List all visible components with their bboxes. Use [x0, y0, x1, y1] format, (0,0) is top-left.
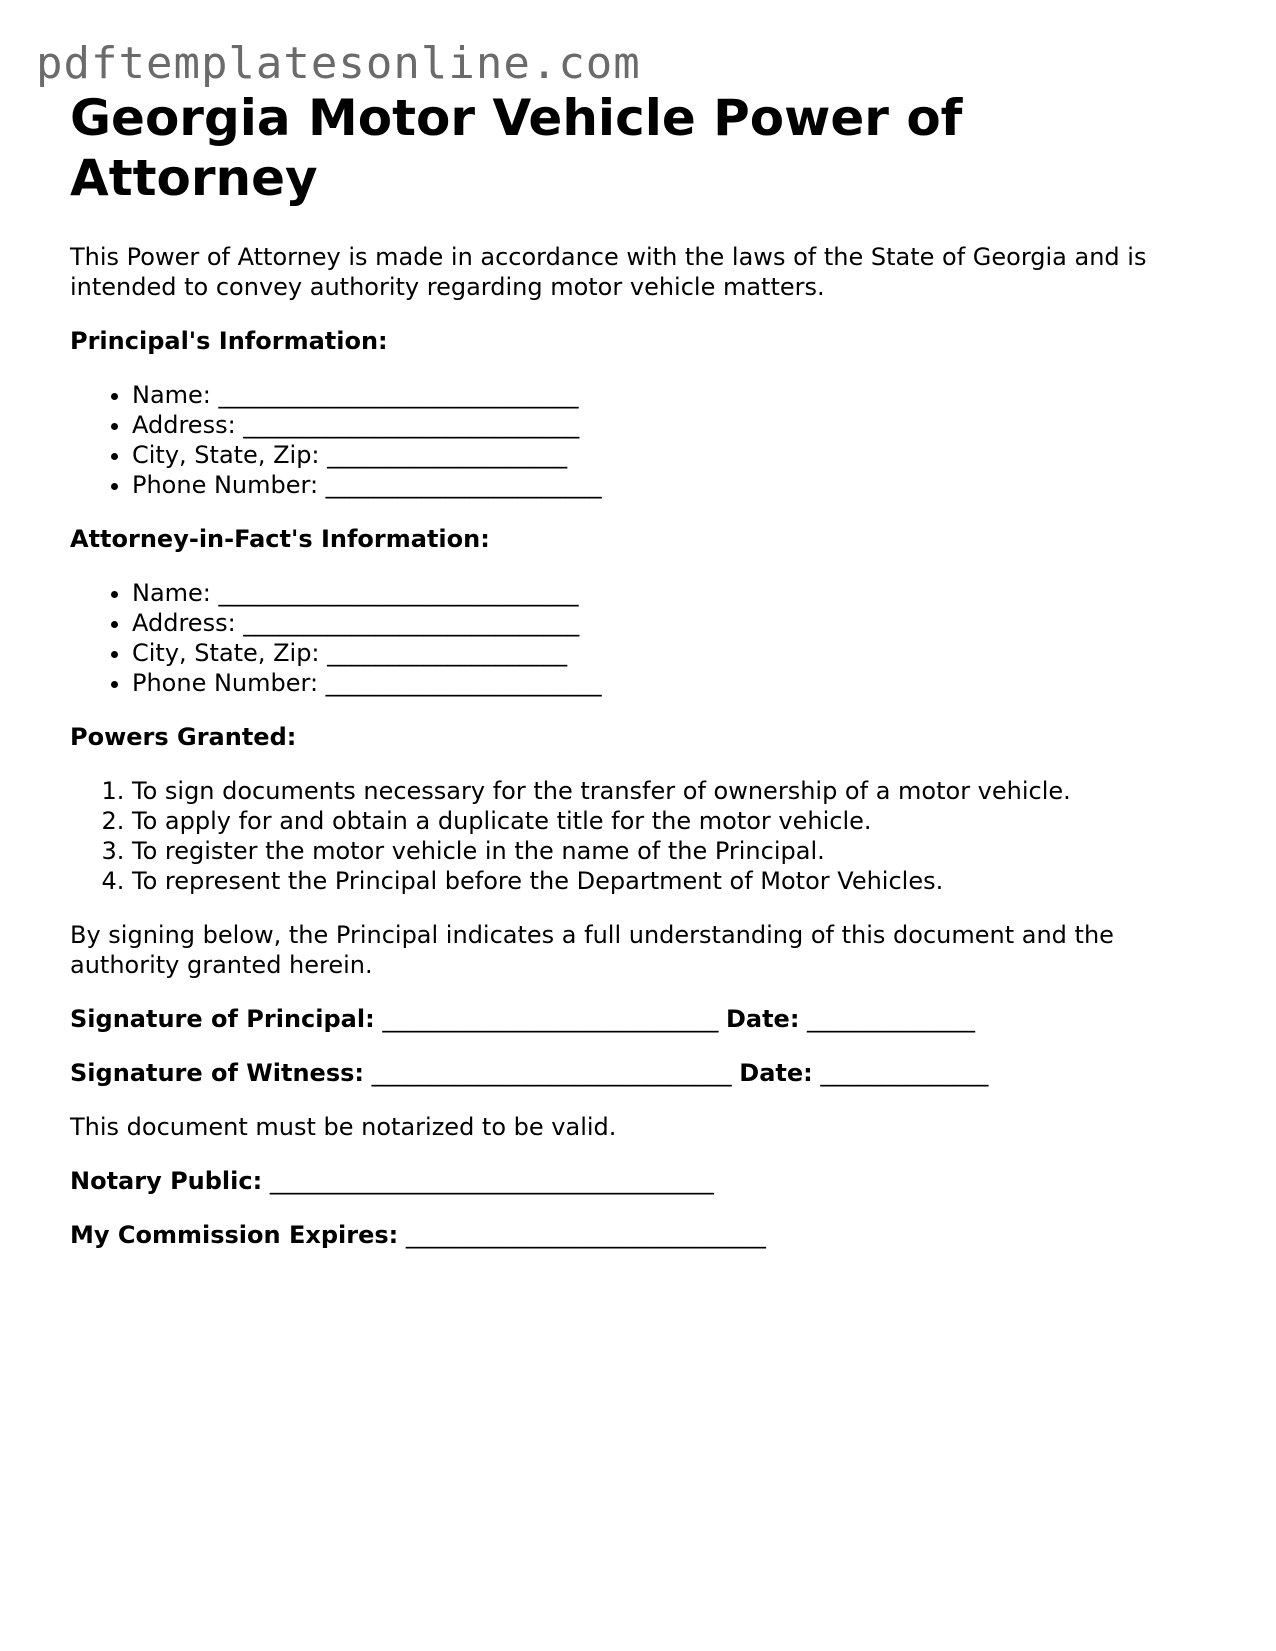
witness-date-label: Date:	[739, 1059, 813, 1087]
witness-signature-row	[70, 1058, 1220, 1088]
principal-list	[70, 380, 1220, 500]
principal-signature-row	[70, 1004, 1220, 1034]
attorney-heading: Attorney-in-Fact's Information:	[70, 525, 490, 553]
principal-address-field[interactable]: • Address: ____________________________	[132, 410, 1220, 440]
commission-row	[70, 1220, 1220, 1250]
notary-label: Notary Public:	[70, 1167, 263, 1195]
closing-paragraph: By signing below, the Principal indicates a full understanding of this document and the authority granted herein.	[70, 921, 1114, 979]
attorney-address-field[interactable]: • Address: ____________________________	[132, 608, 1220, 638]
witness-date-line[interactable]: ______________	[812, 1059, 989, 1087]
powers-heading: Powers Granted:	[70, 723, 297, 751]
attorney-phone-field[interactable]: • Phone Number: _______________________	[132, 668, 1220, 698]
attorney-city-state-zip-field[interactable]: • City, State, Zip: ____________________	[132, 638, 1220, 668]
notary-row	[70, 1166, 1220, 1196]
principal-city-state-zip-field[interactable]: • City, State, Zip: ____________________	[132, 440, 1220, 470]
attorney-name-field[interactable]: • Name: ______________________________	[132, 578, 1220, 608]
principal-name-field[interactable]: • Name: ______________________________	[132, 380, 1220, 410]
power-item: 3. To register the motor vehicle in the name of the Principal.	[132, 836, 1220, 866]
page-title: Georgia Motor Vehicle Power of Attorney	[70, 89, 963, 207]
intro-paragraph: This Power of Attorney is made in accordance with the laws of the State of Georgia and is intended to convey authority regarding motor vehicle matters.	[70, 243, 1147, 301]
principal-signature-label: Signature of Principal:	[70, 1005, 375, 1033]
principal-signature-line[interactable]: ____________________________	[374, 1005, 726, 1033]
notary-line[interactable]: _____________________________________	[262, 1167, 714, 1195]
power-item: 4. To represent the Principal before the Department of Motor Vehicles.	[132, 866, 1220, 896]
watermark: pdftemplatesonline.com	[36, 38, 641, 89]
document-page	[70, 88, 1220, 1250]
witness-signature-line[interactable]: ______________________________	[364, 1059, 740, 1087]
commission-line[interactable]: ______________________________	[398, 1221, 766, 1249]
witness-signature-label: Signature of Witness:	[70, 1059, 364, 1087]
principal-heading: Principal's Information:	[70, 327, 388, 355]
principal-phone-field[interactable]: • Phone Number: _______________________	[132, 470, 1220, 500]
attorney-list	[70, 578, 1220, 698]
notarize-note: This document must be notarized to be valid.	[70, 1113, 617, 1141]
commission-label: My Commission Expires:	[70, 1221, 399, 1249]
power-item: 2. To apply for and obtain a duplicate title for the motor vehicle.	[132, 806, 1220, 836]
principal-date-line[interactable]: ______________	[799, 1005, 976, 1033]
principal-date-label: Date:	[725, 1005, 800, 1033]
powers-list	[70, 776, 1220, 896]
power-item: 1. To sign documents necessary for the transfer of ownership of a motor vehicle.	[132, 776, 1220, 806]
